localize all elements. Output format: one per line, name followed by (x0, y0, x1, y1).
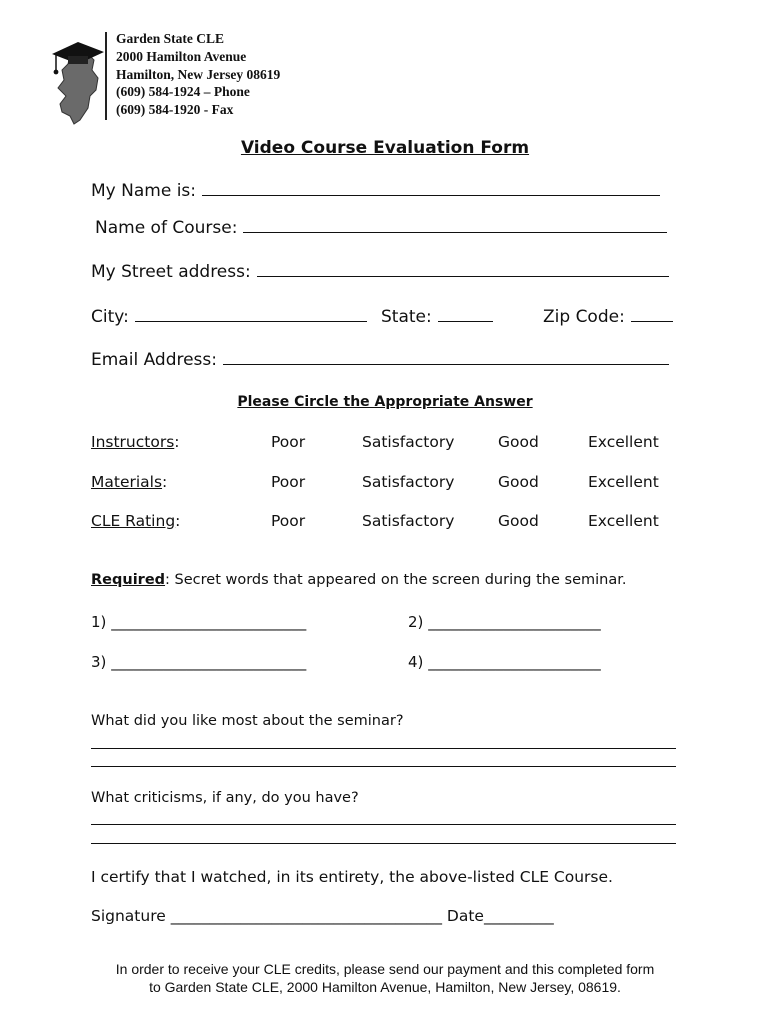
street-label: My Street address: (91, 262, 251, 282)
required-instructions (91, 572, 626, 588)
org-street: 2000 Hamilton Avenue (116, 48, 247, 64)
option-excellent[interactable]: Excellent (588, 512, 659, 530)
question-liked-most: What did you like most about the seminar? (91, 713, 404, 729)
city-field[interactable] (91, 307, 367, 327)
secret-word-1[interactable]: 1) __________________________ (91, 613, 307, 631)
form-title: Video Course Evaluation Form (240, 138, 530, 158)
rating-heading: Please Circle the Appropriate Answer (237, 394, 533, 410)
org-city: Hamilton, New Jersey 08619 (116, 66, 281, 82)
zip-label: Zip Code: (543, 307, 625, 327)
course-field[interactable] (95, 218, 667, 238)
option-good[interactable]: Good (498, 512, 539, 530)
state-input-line[interactable] (438, 307, 493, 322)
option-poor[interactable]: Poor (271, 473, 306, 491)
org-phone: (609) 584-1924 – Phone (116, 84, 250, 100)
answer-line-1[interactable] (91, 748, 676, 749)
zip-field[interactable] (543, 307, 673, 327)
required-text: : Secret words that appeared on the screen during the seminar. (165, 572, 627, 588)
name-field[interactable] (91, 181, 660, 201)
answer-line-3[interactable] (91, 824, 676, 825)
option-poor[interactable]: Poor (271, 433, 306, 451)
certification-statement: I certify that I watched, in its entirety, the above-listed CLE Course. (91, 868, 613, 886)
name-label: My Name is: (91, 181, 196, 201)
organization-address (116, 30, 280, 119)
org-fax: (609) 584-1920 - Fax (116, 102, 234, 118)
signature-label[interactable]: Signature ___________________________________ (91, 907, 442, 925)
option-satisfactory[interactable]: Satisfactory (362, 512, 455, 530)
email-field[interactable] (91, 350, 669, 370)
secret-word-4[interactable]: 4) _______________________ (408, 653, 601, 671)
course-label: Name of Course: (95, 218, 238, 238)
org-name: Garden State CLE (116, 31, 224, 46)
date-label[interactable]: Date_________ (446, 907, 554, 925)
street-input-line[interactable] (257, 262, 669, 277)
course-input-line[interactable] (243, 218, 667, 233)
secret-word-2[interactable]: 2) _______________________ (408, 613, 601, 631)
city-input-line[interactable] (135, 307, 367, 322)
required-label: Required (91, 572, 166, 588)
signature-field[interactable] (91, 907, 554, 925)
option-excellent[interactable]: Excellent (588, 473, 659, 491)
graduation-cap-new-jersey-logo-icon (48, 34, 106, 126)
option-good[interactable]: Good (498, 473, 539, 491)
email-input-line[interactable] (223, 350, 669, 365)
footer-line-1: In order to receive your CLE credits, please send our payment and this completed form (115, 961, 655, 977)
state-field[interactable] (381, 307, 493, 327)
option-satisfactory[interactable]: Satisfactory (362, 473, 455, 491)
footer-line-2: to Garden State CLE, 2000 Hamilton Avenue, Hamilton, New Jersey, 08619. (149, 979, 621, 995)
street-field[interactable] (91, 262, 669, 282)
header-divider (105, 32, 107, 120)
email-label: Email Address: (91, 350, 217, 370)
rating-label: Materials: (91, 473, 168, 491)
zip-input-line[interactable] (631, 307, 673, 322)
name-input-line[interactable] (202, 181, 660, 196)
city-label: City: (91, 307, 129, 327)
footer-instructions (0, 960, 770, 996)
option-poor[interactable]: Poor (271, 512, 306, 530)
rating-label: CLE Rating: (91, 512, 181, 530)
answer-line-2[interactable] (91, 766, 676, 767)
option-excellent[interactable]: Excellent (588, 433, 659, 451)
option-good[interactable]: Good (498, 433, 539, 451)
state-label: State: (381, 307, 432, 327)
answer-line-4[interactable] (91, 843, 676, 844)
question-criticisms: What criticisms, if any, do you have? (91, 790, 359, 806)
secret-word-3[interactable]: 3) __________________________ (91, 653, 307, 671)
rating-label: Instructors: (91, 433, 180, 451)
option-satisfactory[interactable]: Satisfactory (362, 433, 455, 451)
